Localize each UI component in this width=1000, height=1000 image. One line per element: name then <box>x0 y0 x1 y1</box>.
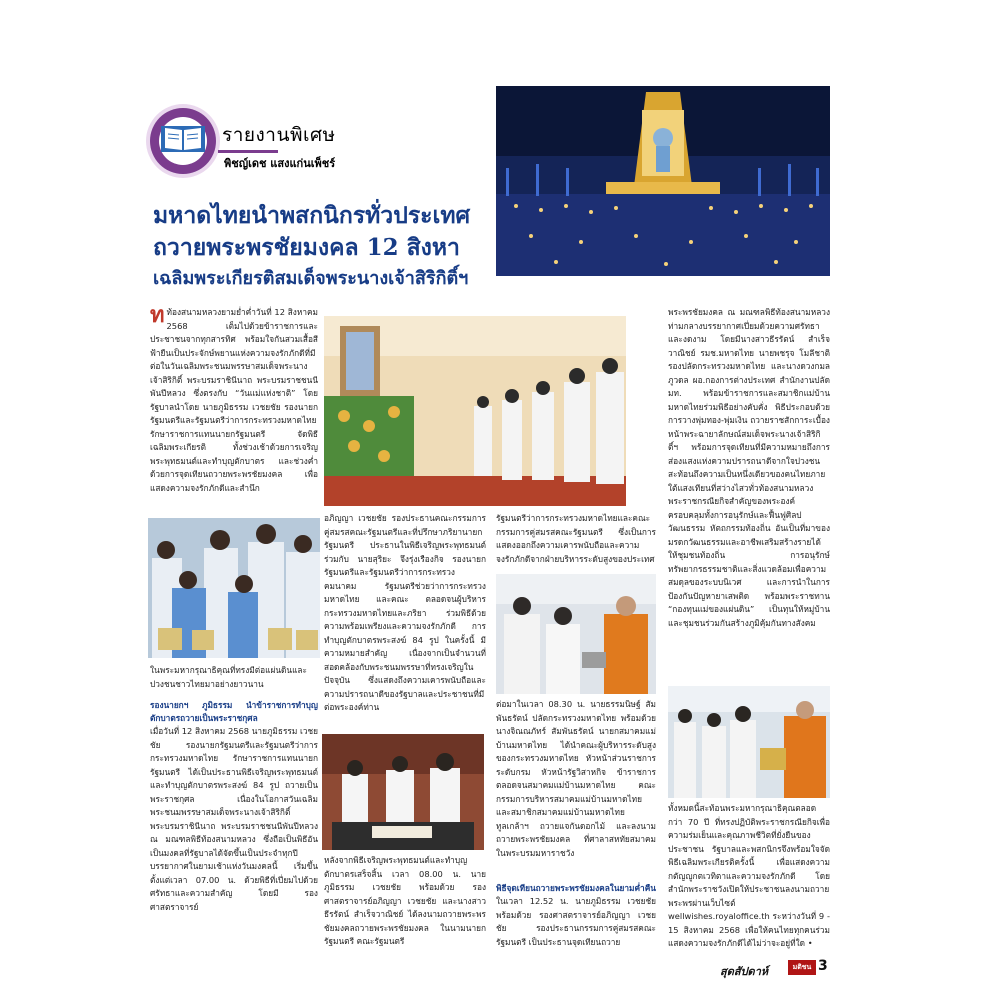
article-body-col3-lower <box>496 882 656 949</box>
subheading: รองนายกฯ ภูมิธรรม นำข้าราชการทำบุญตักบาตรถวายเป็นพระราชกุศล <box>150 700 318 723</box>
section-divider <box>218 150 278 153</box>
article-body-col4-lower <box>668 802 830 951</box>
photo-monk-offering <box>668 686 830 798</box>
magazine-name: สุดสัปดาห์ <box>720 965 769 978</box>
photo-officials-bowing <box>324 316 626 506</box>
paragraph: ในเวลา 12.52 น. นายภูมิธรรม เวชยชัย พร้อมด้วย รองศาสตราจารย์อภิญญา เวชยชัย รองประธานกรรมการคู่สมรสคณะรัฐมนตรี เป็นประธานจุดเทียนถวาย <box>496 896 656 947</box>
article-body-col3-middle <box>496 698 656 860</box>
photo-signing-book <box>322 734 484 850</box>
photo-almsgiving <box>496 574 656 694</box>
paragraph: รัฐมนตรีว่าการกระทรวงมหาดไทยและคณะกรรมการคู่สมรสคณะรัฐมนตรี ซึ่งเป็นการแสดงออกถึงความเคารพนับถือและความจงรักภักดีจากฝ่ายบริหารระดับสูงของประเทศ <box>496 513 656 564</box>
headline-line-2: ถวายพระพรชัยมงคล 12 สิงหา <box>153 234 460 261</box>
open-book-icon <box>159 120 207 160</box>
article-body-col2-lower <box>324 854 486 949</box>
section-badge <box>150 108 216 174</box>
headline-line-3: เฉลิมพระเกียรติสมเด็จพระนางเจ้าสิริกิติ์ฯ <box>153 268 469 289</box>
paragraph: ท้องสนามหลวงยามย่ำค่ำวันที่ 12 สิงหาคม 2568 เต็มไปด้วยข้าราชการและประชาชนจากทุกสารทิศ พร้อมใจกันสวมเสื้อสีฟ้ายืนเป็นประจักษ์พยานแห่งความจงรักภักดีที่มีต่อในวันเฉลิมพระชนมพรรษาสมเด็จพระนางเจ้าสิริกิติ์ พระบรมราชินีนาถ พระบรมราชชนนีพันปีหลวง ซึ่งตรงกับ “วันแม่แห่งชาติ” โดยรัฐบาลนำโดย นายภูมิธรรม เวชยชัย รองนายกรัฐมนตรีและรัฐมนตรีว่าการกระทรวงมหาดไทย รักษาราชการแทนนายกรัฐมนตรี จัดพิธีเฉลิมพระเกียรติ ทั้งช่วงเช้าด้วยการเจริญพระพุทธมนต์และทำบุญตักบาตร และช่วงค่ำด้วยการจุดเทียนถวายพระพรชัยมงคล เพื่อแสดงความจงรักภักดีและสำนึก <box>150 307 318 493</box>
paragraph: อภิญญา เวชยชัย รองประธานคณะกรรมการคู่สมรสคณะรัฐมนตรีและที่ปรึกษาภริยานายกรัฐมนตรี ประธานในพิธีเจริญพระพุทธมนต์ร่วมกับ นายสุริยะ จึงรุ่งเรืองกิจ รองนายกรัฐมนตรีและรัฐมนตรีว่าการกระทรวงคมนาคม รัฐมนตรีช่วยว่าการกระทรวงมหาดไทย และคณะ ตลอดจนผู้บริหารกระทรวงมหาดไทยและภริยา ร่วมพิธีด้วยความพร้อมเพรียงและความจงรักภักดี การทำบุญตักบาตรพระสงฆ์ 84 รูป ในครั้งนี้ มีความหมายสำคัญ เนื่องจากเป็นจำนวนที่สอดคล้องกับพระชนมพรรษาที่ทรงเจริญในปัจจุบัน ซึ่งแสดงถึงความเคารพนับถือและความปรารถนาดีของรัฐบาลและประชาชนที่มีต่อพระองค์ท่าน <box>324 513 486 712</box>
paragraph: หลังจากพิธีเจริญพระพุทธมนต์และทำบุญตักบาตรเสร็จสิ้น เวลา 08.00 น. นายภูมิธรรม เวชยชัย พร้อมด้วย รองศาสตราจารย์อภิญญา เวชยชัย และนางสาวธีรรัตน์ สำเร็จวาณิชย์ ได้ลงนามถวายพระพรชัยมงคลถวายพระพรชัยมงคล ในนามนายกรัฐมนตรี คณะรัฐมนตรี <box>324 855 486 946</box>
paragraph: ทั้งหมดนี้สะท้อนพระมหากรุณาธิคุณตลอดกว่า 70 ปี ที่ทรงปฏิบัติพระราชกรณียกิจเพื่อความร่มเย็นและคุณภาพชีวิตที่ยั่งยืนของประชาชน รัฐบาลและพสกนิกรจึงพร้อมใจจัดพิธีเฉลิมพระเกียรติครั้งนี้ เพื่อแสดงความกตัญญูกตเวทิตาและความจงรักภักดี โดยสำนักพระราชวังเปิดให้ประชาชนลงนามถวายพระพรผ่านเว็บไซต์ wellwishes.royaloffice.th ระหว่างวันที่ 9 - 15 สิงหาคม 2568 เพื่อให้คนไทยทุกคนร่วมแสดงความจงรักภักดีได้ไม่ว่าจะอยู่ที่ใด • <box>668 803 830 948</box>
publisher-logo: มติชน <box>788 960 816 975</box>
page-number: 3 <box>818 958 828 974</box>
headline <box>153 200 493 294</box>
section-label: รายงานพิเศษ <box>222 124 336 146</box>
article-body-col1-lower <box>150 664 318 914</box>
drop-cap: ท <box>150 303 165 328</box>
author-byline: พิชญ์เดช แสงแก่นเพ็ชร์ <box>224 157 336 170</box>
article-body-col4 <box>668 306 830 630</box>
paragraph: ต่อมาในเวลา 08.30 น. นายธรรมนิษฐ์ สัมพันธรัตน์ ปลัดกระทรวงมหาดไทย พร้อมด้วยนางจิณณภัทร์ สัมพันธรัตน์ นายกสมาคมแม่บ้านมหาดไทย ได้นำคณะผู้บริหารระดับสูงของกระทรวงมหาดไทย หัวหน้าส่วนราชการระดับกรม หัวหน้ารัฐวิสาหกิจ ข้าราชการ ตลอดจนสมาคมแม่บ้านมหาดไทย คณะกรรมการบริหารสมาคมแม่บ้านมหาดไทย และสมาชิกสมาคมแม่บ้านมหาดไทย ทูลเกล้าฯ ถวายแจกันดอกไม้ และลงนามถวายพระพรชัยมงคล ที่ศาลาสหทัยสมาคม ในพระบรมมหาราชวัง <box>496 699 656 858</box>
photo-women-blue-dresses <box>148 518 320 658</box>
headline-line-1: มหาดไทยนำพสกนิกรทั่วประเทศ <box>153 202 471 229</box>
article-body-col2 <box>324 512 486 715</box>
article-body-col3 <box>496 512 656 566</box>
subheading: พิธีจุดเทียนถวายพระพรชัยมงคลในยามค่ำคืน <box>496 883 656 893</box>
paragraph: ในพระมหากรุณาธิคุณที่ทรงมีต่อแผ่นดินและปวงชนชาวไทยมาอย่างยาวนาน <box>150 665 307 689</box>
paragraph: เมื่อวันที่ 12 สิงหาคม 2568 นายภูมิธรรม เวชยชัย รองนายกรัฐมนตรีและรัฐมนตรีว่าการกระทรวงมหาดไทย รักษาราชการแทนนายกรัฐมนตรี ได้เป็นประธานพิธีเจริญพระพุทธมนต์และทำบุญตักบาตรพระสงฆ์ 84 รูป ถวายเป็นพระราชกุศล เนื่องในโอกาสวันเฉลิมพระชนมพรรษาสมเด็จพระนางเจ้าสิริกิติ์ พระบรมราชินีนาถ พระบรมราชชนนีพันปีหลวง ณ มณฑลพิธีท้องสนามหลวง ซึ่งถือเป็นพิธีอันเป็นมงคลที่รัฐบาลได้จัดขึ้นเป็นประจำทุกปี บรรยากาศในยามเช้าแห่งวันมงคลนี้ เริ่มขึ้นตั้งแต่เวลา 07.00 น. ด้วยพิธีที่เปี่ยมไปด้วยศรัทธาและความสำคัญ โดยมี รองศาสตราจารย์ <box>150 726 318 912</box>
photo-night-ceremony <box>496 86 830 276</box>
paragraph: พระพรชัยมงคล ณ มณฑลพิธีท้องสนามหลวง ท่ามกลางบรรยากาศเปี่ยมด้วยความศรัทธาและงดงาม โดยมีนางสาวธีรรัตน์ สำเร็จวาณิชย์ รมช.มหาดไทย นายพชรุจ โมลีชาติ รองปลัดกระทรวงมหาดไทย และนางดวงกมล ภูวดล ผอ.กองการต่างประเทศ สำนักงานปลัด มท. พร้อมข้าราชการและสมาชิกแม่บ้านมหาดไทยร่วมพิธีอย่างคับคั่ง พิธีประกอบด้วยการวางพุ่มทอง-พุ่มเงิน ถวายราชสักการะเบื้องหน้าพระฉายาลักษณ์สมเด็จพระนางเจ้าสิริกิติ์ฯ พร้อมการจุดเทียนที่มีความหมายถึงการส่องแสงแห่งความปรารถนาดีจากใจปวงชน สะท้อนถึงความเป็นหนึ่งเดียวของคนไทยภายใต้แสงเทียนที่สว่างไสวทั่วท้องสนามหลวง พระราชกรณียกิจสำคัญของพระองค์ ครอบคลุมทั้งการอนุรักษ์และฟื้นฟูศิลปวัฒนธรรม หัตถกรรมท้องถิ่น อันเป็นที่มาของมรดกวัฒนธรรมและอาชีพเสริมสร้างรายได้ให้ชุมชนท้องถิ่น การอนุรักษ์ทรัพยากรธรรมชาติและสิ่งแวดล้อมเพื่อความสมดุลของระบบนิเวศ และการนำในการป้องกันปัญหายาเสพติด พร้อมพระราชทาน “กองทุนแม่ของแผ่นดิน” เป็นทุนให้หมู่บ้านและชุมชนร่วมกันสร้างภูมิคุ้มกันทางสังคม <box>668 307 830 628</box>
article-body-col1 <box>150 303 318 495</box>
